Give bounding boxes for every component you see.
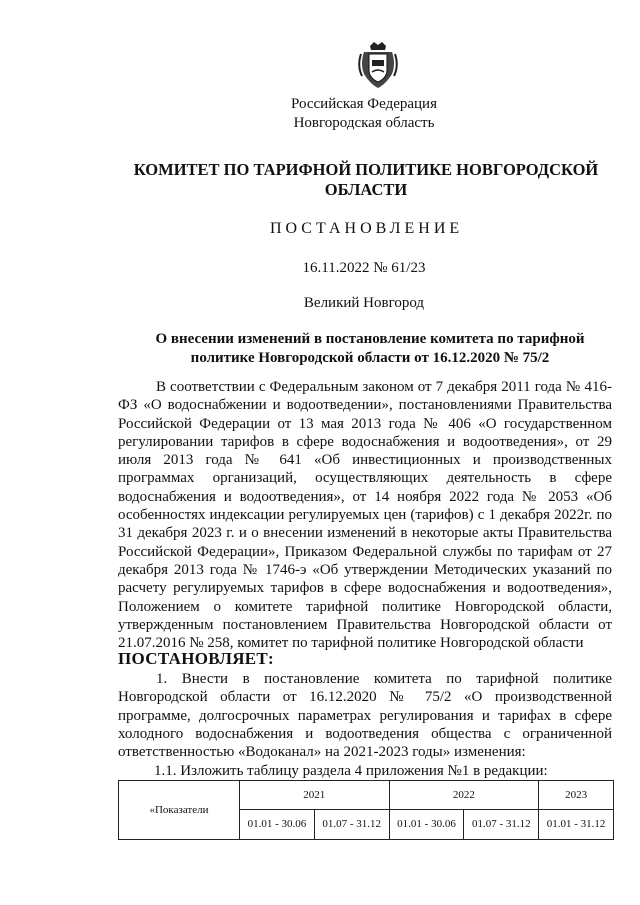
- period-cell: 01.01 - 30.06: [389, 809, 464, 839]
- tariff-table: [118, 780, 614, 840]
- period-cell: 01.01 - 31.12: [539, 809, 614, 839]
- year-header-2022: 2022: [389, 781, 539, 810]
- document-type: ПОСТАНОВЛЕНИЕ: [270, 220, 464, 237]
- period-cell: 01.01 - 30.06: [240, 809, 315, 839]
- city-name: Великий Новгород: [303, 295, 425, 311]
- coat-of-arms-icon: [356, 40, 400, 90]
- item-1-1-paragraph: 1.1. Изложить таблицу раздела 4 приложения №1 в редакции:: [154, 763, 548, 779]
- period-cell: 01.07 - 31.12: [314, 809, 389, 839]
- committee-title: КОМИТЕТ ПО ТАРИФНОЙ ПОЛИТИКЕ НОВГОРОДСКОЙ ОБЛАСТИ: [133, 160, 599, 199]
- date-number: 16.11.2022 № 61/23: [302, 260, 426, 276]
- region-name: Новгородская область: [293, 115, 435, 131]
- period-cell: 01.07 - 31.12: [464, 809, 539, 839]
- resolve-heading: ПОСТАНОВЛЯЕТ:: [118, 649, 275, 668]
- preamble-paragraph: В соответствии с Федеральным законом от 7 декабря 2011 года № 416-ФЗ «О водоснабжении и водоотведении», постановлениями Правительства Российской Федерации от 13 мая 2013 года № 406 «О государственном регулировании тарифов в сфере водоснабжения и водоотведения», от 29 июля 2013 года № 641 «Об инвестиционных и производственных программах организаций, осуществляющих деятельность в сфере водоснабжения и водоотведения», от 14 ноября 2022 года № 2053 «Об особенностях индексации регулируемых цен (тарифов) с 1 декабря 2022г. по 31 декабря 2023 г. и о внесении изменений в некоторые акты Правительства Российской Федерации», Приказом Федеральной службы по тарифам от 27 декабря 2013 года № 1746-э «Об утверждении Методических указаний по расчету регулируемых тарифов в сфере водоснабжения и водоотведения», Положением о комитете тарифной политике Новгородской области, утвержденным постановлением Правительства Новгородской области от 21.07.2016 № 258, комитет по тарифной политике Новгородской области: [118, 379, 612, 652]
- year-header-2021: 2021: [240, 781, 390, 810]
- document-subject: О внесении изменений в постановление комитета по тарифной политике Новгородской области от 16.12.2020 № 75/2: [155, 331, 585, 366]
- item-1-paragraph: 1. Внести в постановление комитета по тарифной политике Новгородской области от 16.12.2020 № 75/2 «О производственной программе, долгосрочных параметрах регулирования и тарифах в сфере холодного водоснабжения и водоотведения общества с ограниченной ответственностью «Водоканал» на 2021-2023 годы» изменения:: [118, 671, 612, 761]
- country-name: Российская Федерация: [291, 96, 437, 112]
- table-label-cell: «Показатели: [119, 781, 240, 840]
- year-header-2023: 2023: [539, 781, 614, 810]
- table-row: [119, 781, 614, 810]
